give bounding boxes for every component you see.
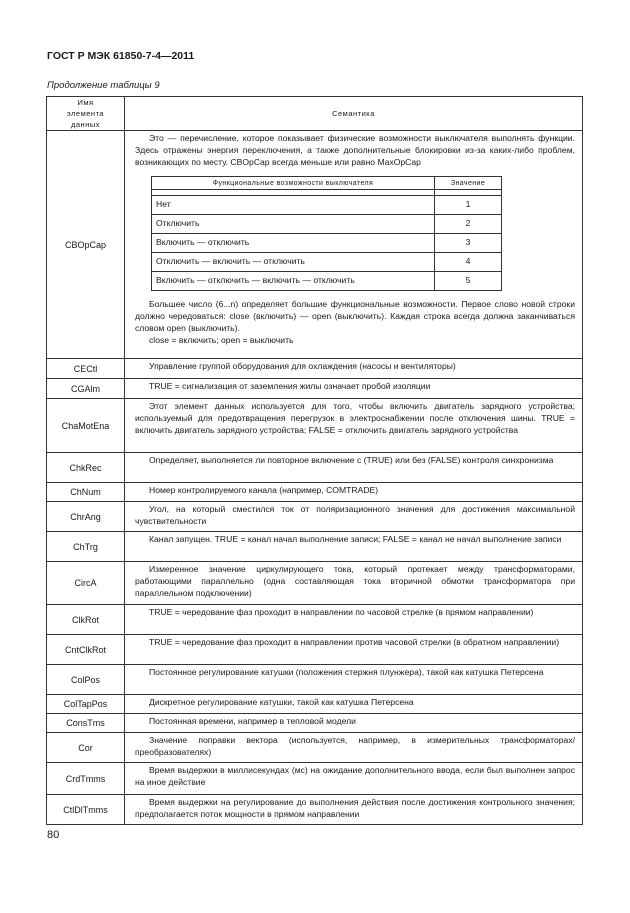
element-name: ClkRot	[47, 605, 125, 635]
table-row-cbopcap	[47, 131, 583, 359]
element-name: ChrAng	[47, 502, 125, 532]
element-semantics: Постоянная времени, например в тепловой модели	[125, 714, 583, 733]
element-semantics: TRUE = чередование фаз проходит в направлении против часовой стрелки (в обратном направлении)	[125, 635, 583, 665]
element-semantics: TRUE = сигнализация от заземления жилы означает пробой изоляции	[125, 379, 583, 399]
table-row	[47, 532, 583, 562]
element-semantics: Этот элемент данных используется для того, чтобы включить двигатель зарядного устройства; используемый для предотвращения перегрузок в электроснабжении после отключения шины. TRUE = включить двигатель зарядного устройства; FALSE = отключить двигатель зарядного устройства	[125, 399, 583, 453]
element-semantics: TRUE = чередование фаз проходит в направлении по часовой стрелке (в прямом направлении)	[125, 605, 583, 635]
table-row	[47, 714, 583, 733]
table-row	[47, 453, 583, 483]
table-row	[47, 763, 583, 795]
cbopcap-outro-line: close = включить; open = выключить	[149, 334, 294, 345]
page-number: 80	[47, 829, 60, 841]
column-header-name: Имя элемента данных	[47, 97, 125, 131]
capability-row: Отключить 2	[152, 215, 502, 234]
element-name: ConsTms	[47, 714, 125, 733]
column-header-semantics: Семантика	[125, 97, 583, 131]
value-header: Значение	[435, 177, 502, 190]
element-semantics: Управление группой оборудования для охлаждения (насосы и вентиляторы)	[125, 359, 583, 379]
table-caption: Продолжение таблицы 9	[47, 80, 160, 91]
element-name: ColPos	[47, 665, 125, 695]
capability-header: Функциональные возможности выключателя	[152, 177, 435, 190]
table-row	[47, 733, 583, 763]
element-name: ChTrg	[47, 532, 125, 562]
table-header-row	[47, 97, 583, 131]
element-semantics: Измеренное значение циркулирующего тока, который протекает между трансформаторами, работающими параллельно (одна составляющая тока вторичной обмотки трансформатора при параллельном подключении)	[125, 562, 583, 605]
element-name: ColTapPos	[47, 695, 125, 714]
capability-row: Включить — отключить 3	[152, 234, 502, 253]
table-row	[47, 359, 583, 379]
table-row	[47, 562, 583, 605]
element-name: ChaMotEna	[47, 399, 125, 453]
table-row	[47, 795, 583, 825]
cbopcap-outro: Большее число (6...n) определяет большие функциональные возможности. Первое слово новой строки должно чередоваться: close (включить) — open (выключить). Каждая строка всегда должна заканчиваться словом open (выключить).	[135, 299, 575, 333]
element-name: Cor	[47, 733, 125, 763]
element-name: CntClkRot	[47, 635, 125, 665]
element-name: CGAlm	[47, 379, 125, 399]
table-row	[47, 665, 583, 695]
element-name: ChNum	[47, 483, 125, 502]
element-name: CrdTmms	[47, 763, 125, 795]
capability-row: Отключить — включить — отключить 4	[152, 253, 502, 272]
element-semantics: Угол, на который сместился ток от поляризационного значения для достижения максимальной чувствительности	[125, 502, 583, 532]
table-row	[47, 695, 583, 714]
element-semantics: Дискретное регулирование катушки, такой как катушка Петерсена	[125, 695, 583, 714]
element-semantics: Значение поправки вектора (используется, например, в измерительных трансформаторах/преобразователях)	[125, 733, 583, 763]
element-semantics	[125, 131, 583, 359]
element-semantics: Канал запущен. TRUE = канал начал выполнение записи; FALSE = канал не начал выполнение записи	[125, 532, 583, 562]
table-row	[47, 483, 583, 502]
element-name: CtlDlTmms	[47, 795, 125, 825]
element-semantics: Время выдержки на регулирование до выполнения действия после достижения контрольного значения; предполагается поток мощности в прямом направлении	[125, 795, 583, 825]
table-row	[47, 635, 583, 665]
document-header: ГОСТ Р МЭК 61850-7-4—2011	[47, 50, 195, 62]
breaker-capability-table	[151, 176, 502, 291]
element-semantics: Определяет, выполняется ли повторное включение с (TRUE) или без (FALSE) контроля синхронизма	[125, 453, 583, 483]
element-name: CECtl	[47, 359, 125, 379]
table-row	[47, 399, 583, 453]
table-row	[47, 605, 583, 635]
table-row	[47, 502, 583, 532]
data-elements-table	[46, 96, 583, 825]
element-semantics: Время выдержки в миллисекундах (мс) на ожидание дополнительного ввода, если был выполнен запрос на иное действие	[125, 763, 583, 795]
element-name: ChkRec	[47, 453, 125, 483]
element-name: CBOpCap	[47, 131, 125, 359]
table-row	[47, 379, 583, 399]
capability-row: Включить — отключить — включить — отключить 5	[152, 272, 502, 291]
capability-row: Нет 1	[152, 196, 502, 215]
cbopcap-intro: Это — перечисление, которое показывает физические возможности выключателя выполнять функции. Здесь отражены энергия переключения, а также дополнительные блокировки из-за каких-либо проблем, возникающих по месту. CBOpCap всегда меньше или равно MaxOpCap	[135, 133, 575, 167]
element-semantics: Номер контролируемого канала (например, COMTRADE)	[125, 483, 583, 502]
element-name: CircA	[47, 562, 125, 605]
element-semantics: Постоянное регулирование катушки (положения стержня плунжера), такой как катушка Петерсена	[125, 665, 583, 695]
